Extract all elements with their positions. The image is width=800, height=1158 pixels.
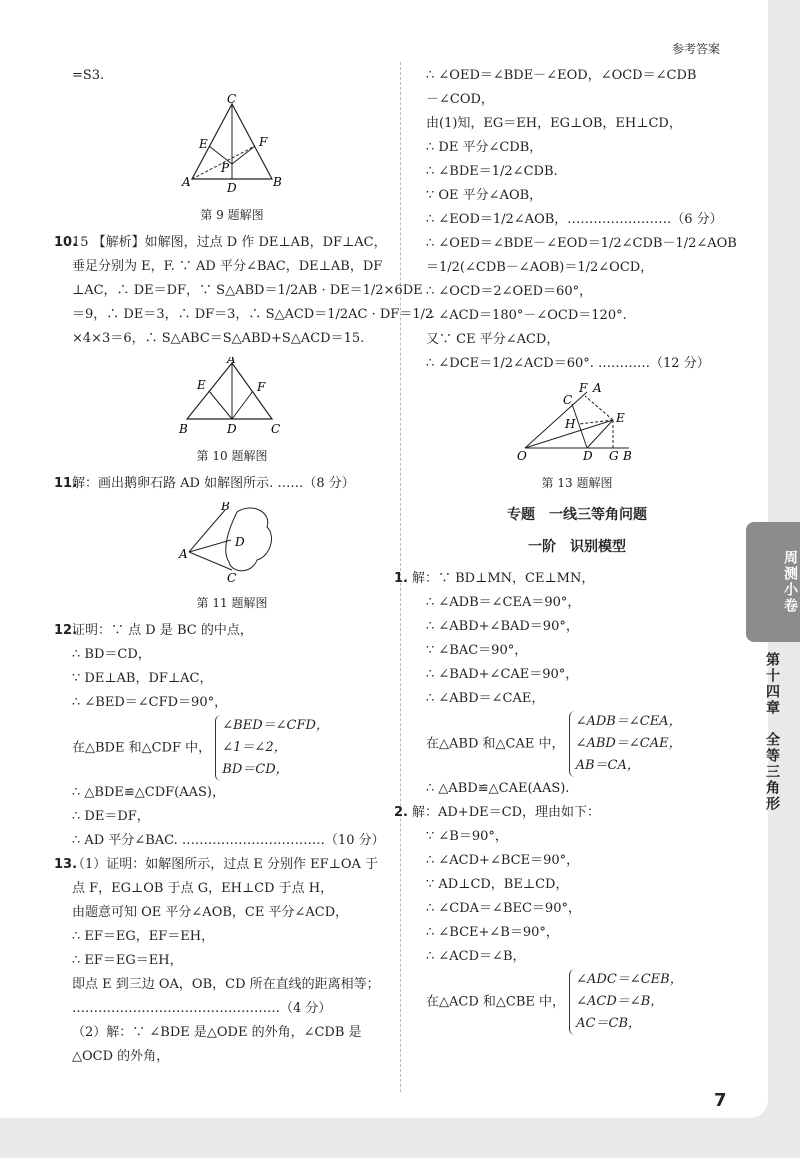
header: 参考答案 [671, 42, 720, 56]
topic-title: 专题 一线三等角问题 [507, 507, 647, 523]
figure-10-caption: 第 10 题解图 [196, 449, 268, 463]
figure-13-diagram [517, 382, 637, 462]
text-line: ∴ ∠OCD＝2∠OED＝60°， [426, 284, 593, 299]
page-number: 7 [714, 1090, 727, 1111]
question-number: 10. [54, 235, 78, 250]
text-line: ∵ ∠BAC＝90°， [426, 643, 528, 658]
svg-text:H: H [565, 417, 576, 431]
text-line: ∴ ∠BED＝∠CFD＝90°， [72, 695, 228, 710]
text-line: 即点 E 到三边 OA，OB，CD 所在直线的距离相等； [72, 977, 380, 992]
equation-system: ∠ADC＝∠CEB， ∠ACD＝∠B， AC＝CB， [569, 969, 683, 1035]
text-line: ∴ ∠OED＝∠BDE－∠EOD＝1/2∠CDB－1/2∠AOB [426, 236, 737, 251]
text-line: 由题意可知 OE 平分∠AOB，CE 平分∠ACD， [72, 905, 349, 920]
text-line: ∴ ∠CDA＝∠BEC＝90°， [426, 901, 581, 916]
svg-text:C: C [227, 571, 237, 582]
text-line: ∴ DE＝DF， [72, 809, 150, 824]
text-line: …………………………………………（4 分） [72, 1001, 332, 1016]
text-line: 点 F，EG⊥OB 于点 G，EH⊥CD 于点 H， [72, 881, 334, 896]
system-line: 在△ABD 和△CAE 中， ∠ADB＝∠CEA， ∠ABD＝∠CAE， AB＝CA， [412, 711, 742, 777]
text-line: ∵ ∠B＝90°， [426, 829, 508, 844]
svg-text:A: A [227, 357, 236, 366]
text-line: 垂足分别为 E，F. ∵ AD 平分∠BAC，DE⊥AB，DF [72, 259, 383, 274]
text-line: ∴ ∠ABD＝∠CAE， [426, 691, 545, 706]
p1-line: 1. 解：∵ BD⊥MN，CE⊥MN， [394, 571, 595, 586]
svg-text:B: B [179, 422, 188, 435]
text-line: ∴ ∠BCE+∠B＝90°， [426, 925, 559, 940]
text-line: ＝1/2(∠CDB－∠AOB)＝1/2∠OCD， [426, 260, 654, 275]
text-line: ∴ ∠ADB＝∠CEA＝90°， [426, 595, 581, 610]
text-line: ∴ DE 平分∠CDB， [426, 140, 543, 155]
figure-11 [72, 502, 392, 615]
text-line: ∴ △ABD≌△CAE(AAS). [426, 781, 570, 796]
system-line: 在△ACD 和△CBE 中， ∠ADC＝∠CEB， ∠ACD＝∠B， AC＝CB， [412, 969, 742, 1035]
svg-text:B: B [221, 502, 230, 513]
svg-text:B: B [623, 449, 632, 462]
figure-9-diagram [177, 94, 287, 194]
svg-text:D: D [235, 535, 245, 549]
q13-line: 13.（1）证明：如解图所示，过点 E 分别作 EF⊥OA 于 [72, 853, 392, 877]
label-C: C [227, 94, 237, 106]
svg-text:O: O [517, 449, 527, 462]
text-line: ∴ ∠BAD+∠CAE＝90°， [426, 667, 579, 682]
text-line: ∴ EF＝EG，EF＝EH， [72, 929, 215, 944]
text-line: ∴ ∠ACD＝180°－∠OCD＝120°. [426, 308, 627, 323]
text-line: ∴ ∠ABD+∠BAD＝90°， [426, 619, 579, 634]
figure-11-caption: 第 11 题解图 [196, 596, 268, 610]
svg-text:A: A [179, 547, 188, 561]
text-line: ∴ ∠DCE＝1/2∠ACD＝60°. …………（12 分） [426, 356, 710, 371]
side-tab [736, 522, 800, 822]
system-line: 在△BDE 和△CDF 中， ∠BED＝∠CFD， ∠1＝∠2， BD＝CD， [72, 715, 392, 781]
label-A: A [182, 175, 191, 189]
figure-9 [72, 94, 392, 227]
svg-text:E: E [197, 378, 206, 392]
svg-text:D: D [583, 449, 593, 462]
svg-text:F: F [579, 382, 588, 395]
figure-13-caption: 第 13 题解图 [541, 476, 613, 490]
label-P: P [221, 161, 230, 175]
text-line: 又∵ CE 平分∠ACD， [426, 332, 560, 347]
text-line: =S3. [72, 68, 105, 83]
text-line: ∴ ∠OED＝∠BDE－∠EOD，∠OCD＝∠CDB [426, 68, 697, 83]
svg-text:G: G [609, 449, 619, 462]
text-line: （2）解：∵ ∠BDE 是△ODE 的外角，∠CDB 是 [72, 1025, 362, 1040]
p2-line: 2. 解：AD+DE＝CD，理由如下： [394, 805, 600, 820]
text-line: ∴ ∠ACD＝∠B， [426, 949, 526, 964]
text-line: ×4×3＝6，∴ S△ABC＝S△ABD+S△ACD＝15. [72, 331, 365, 346]
label-B: B [273, 175, 282, 189]
equation-system: ∠BED＝∠CFD， ∠1＝∠2， BD＝CD， [215, 715, 329, 781]
level-title: 一阶 识别模型 [528, 539, 626, 555]
equation-system: ∠ADB＝∠CEA， ∠ABD＝∠CAE， AB＝CA， [569, 711, 682, 777]
figure-10-diagram [177, 357, 287, 435]
text-line: ∴ △BDE≌△CDF(AAS)， [72, 785, 225, 800]
text-line: ∴ EF＝EG＝EH， [72, 953, 183, 968]
label-E: E [199, 137, 208, 151]
side-tab-weekly: 周测小卷 [746, 522, 800, 642]
text-line: －∠COD， [426, 92, 494, 107]
svg-text:A: A [593, 382, 602, 395]
figure-9-caption: 第 9 题解图 [200, 208, 264, 222]
right-column [394, 64, 742, 1035]
question-number: 13. [54, 857, 78, 872]
text-line: ∵ DE⊥AB，DF⊥AC， [72, 671, 213, 686]
left-column [54, 64, 434, 1069]
figure-10 [72, 357, 392, 468]
label-F: F [259, 135, 268, 149]
text-line: 由(1)知，EG＝EH，EG⊥OB，EH⊥CD， [426, 116, 682, 131]
figure-13 [412, 382, 742, 495]
svg-text:C: C [271, 422, 281, 435]
text-line: ∴ ∠ACD+∠BCE＝90°， [426, 853, 580, 868]
text-line: ∵ OE 平分∠AOB， [426, 188, 543, 203]
question-number: 11. [54, 476, 78, 491]
text-line: ∴ ∠BDE＝1/2∠CDB. [426, 164, 558, 179]
text-line: ∵ AD⊥CD，BE⊥CD， [426, 877, 569, 892]
svg-text:D: D [227, 422, 237, 435]
q10-line: 10.15 【解析】如解图，过点 D 作 DE⊥AB，DF⊥AC， [72, 231, 392, 255]
svg-text:E: E [616, 411, 625, 425]
text-line: △OCD 的外角， [72, 1049, 170, 1064]
text-line: ∴ ∠EOD＝1/2∠AOB，……………………（6 分） [426, 212, 723, 227]
text-line: ⊥AC，∴ DE＝DF，∵ S△ABD＝1/2AB · DE＝1/2×6DE [72, 283, 423, 298]
svg-text:C: C [563, 393, 573, 407]
svg-text:F: F [257, 380, 266, 394]
figure-11-diagram [177, 502, 287, 582]
text-line: ∴ BD＝CD， [72, 647, 151, 662]
q11-line: 11.解：画出鹅卵石路 AD 如解图所示. ……（8 分） [72, 472, 392, 496]
text-line: ＝9，∴ DE＝3，∴ DF＝3，∴ S△ACD＝1/2AC · DF＝1/2 [72, 307, 434, 322]
question-number: 12. [54, 623, 78, 638]
q12-line: 12.证明：∵ 点 D 是 BC 的中点， [72, 619, 392, 643]
label-D: D [227, 181, 237, 194]
side-tab-chapter: 第十四章 全等三角形 [764, 652, 780, 812]
text-line: ∴ AD 平分∠BAC. ……………………………（10 分） [72, 833, 385, 848]
